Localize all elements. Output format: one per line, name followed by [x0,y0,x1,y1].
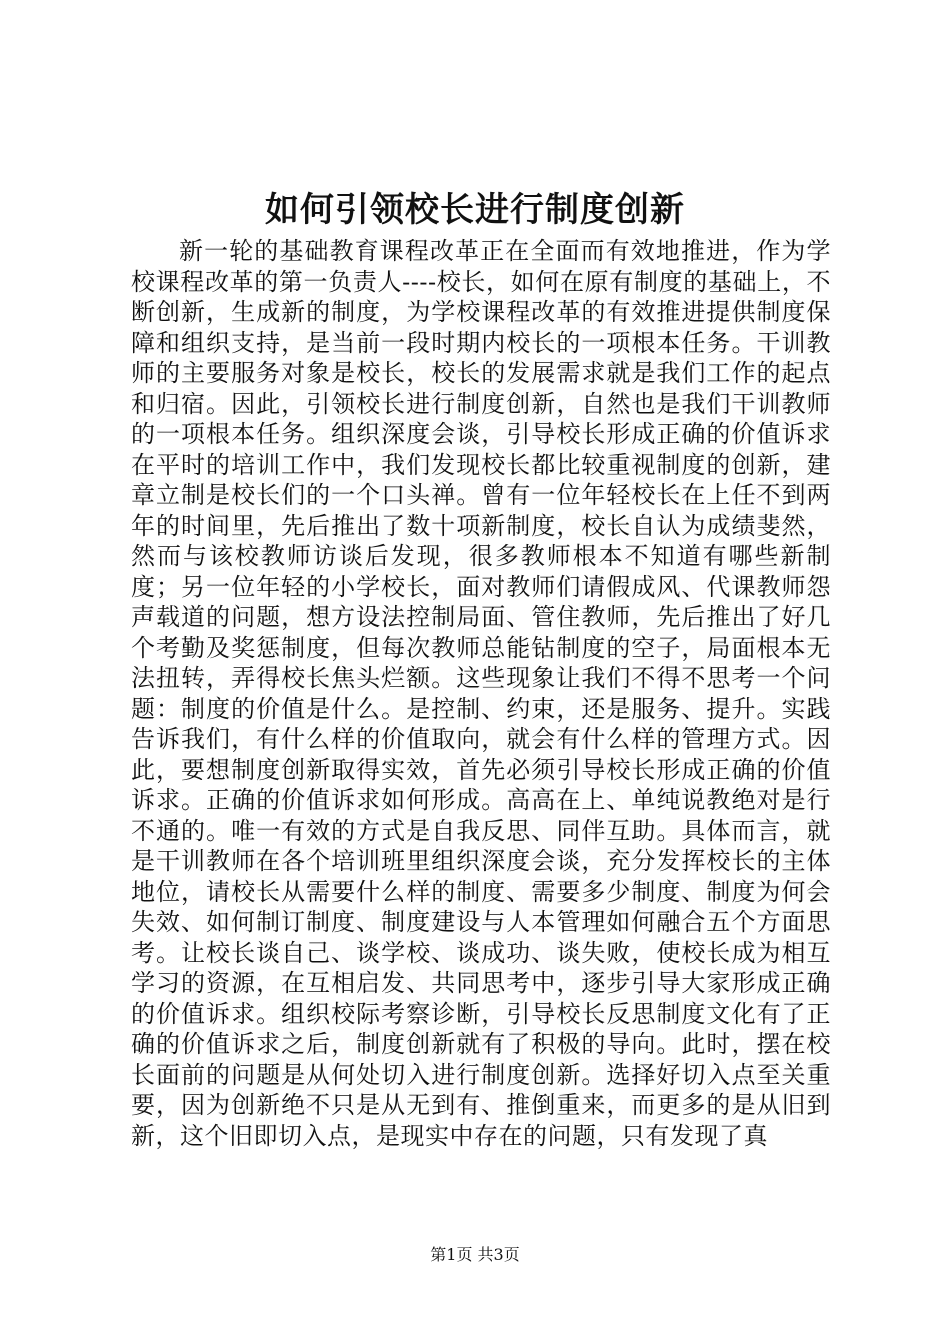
page-footer: 第1页 共3页 [430,1245,520,1264]
document-body-paragraph: 新一轮的基础教育课程改革正在全面而有效地推进，作为学校课程改革的第一负责人----校长，如何在原有制度的基础上，不断创新，生成新的制度，为学校课程改革的有效推进提供制度保障和组织支持，是当前一段时期内校长的一项根本任务。干训教师的主要服务对象是校长，校长的发展需求就是我们工作的起点和归宿。因此，引领校长进行制度创新，自然也是我们干训教师的一项根本任务。组织深度会谈，引导校长形成正确的价值诉求在平时的培训工作中，我们发现校长都比较重视制度的创新，建章立制是校长们的一个口头禅。曾有一位年轻校长在上任不到两年的时间里，先后推出了数十项新制度，校长自认为成绩斐然，然而与该校教师访谈后发现，很多教师根本不知道有哪些新制度；另一位年轻的小学校长，面对教师们请假成风、代课教师怨声载道的问题，想方设法控制局面、管住教师，先后推出了好几个考勤及奖惩制度，但每次教师总能钻制度的空子，局面根本无法扭转，弄得校长焦头烂额。这些现象让我们不得不思考一个问题：制度的价值是什么。是控制、约束，还是服务、提升。实践告诉我们，有什么样的价值取向，就会有什么样的管理方式。因此，要想制度创新取得实效，首先必须引导校长形成正确的价值诉求。正确的价值诉求如何形成。高高在上、单纯说教绝对是行不通的。唯一有效的方式是自我反思、同伴互助。具体而言，就是干训教师在各个培训班里组织深度会谈，充分发挥校长的主体地位，请校长从需要什么样的制度、需要多少制度、制度为何会失效、如何制订制度、制度建设与人本管理如何融合五个方面思考。让校长谈自己、谈学校、谈成功、谈失败，使校长成为相互学习的资源，在互相启发、共同思考中，逐步引导大家形成正确的价值诉求。组织校际考察诊断，引导校长反思制度文化有了正确的价值诉求之后，制度创新就有了积极的导向。此时，摆在校长面前的问题是从何处切入进行制度创新。选择好切入点至关重要，因为创新绝不只是从无到有、推倒重来，而更多的是从旧到新，这个旧即切入点，是现实中存在的问题，只有发现了真 [131,237,831,1150]
document-title: 如何引领校长进行制度创新 [265,190,685,230]
